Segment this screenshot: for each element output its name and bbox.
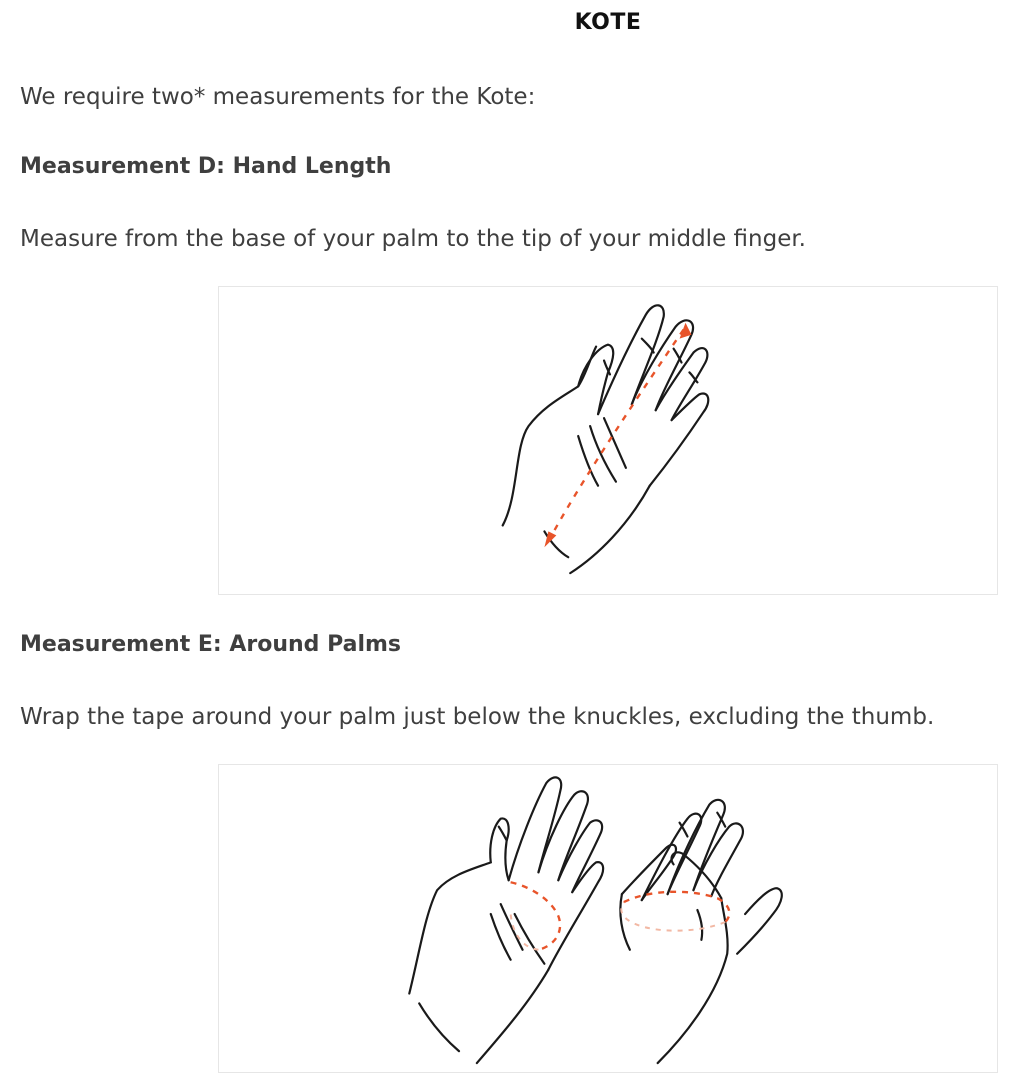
around-palms-drawing xyxy=(219,765,997,1072)
left-hand-outline xyxy=(409,777,603,1063)
hand-outline xyxy=(503,305,709,573)
right-palm-tape-back xyxy=(621,902,725,931)
measurement-d-instruction: Measure from the base of your palm to the tip of your middle finger. xyxy=(20,226,806,252)
hand-length-drawing xyxy=(219,287,997,594)
right-palm-tape xyxy=(624,892,729,922)
right-hand-outline xyxy=(620,800,781,1063)
measurement-e-instruction: Wrap the tape around your palm just below the knuckles, excluding the thumb. xyxy=(20,704,935,730)
measurement-e-heading: Measurement E: Around Palms xyxy=(20,632,402,657)
hand-length-illustration xyxy=(218,286,998,595)
around-palms-illustration xyxy=(218,764,998,1073)
measurement-d-heading: Measurement D: Hand Length xyxy=(20,154,392,179)
hand-length-arrow xyxy=(548,327,685,542)
intro-text: We require two* measurements for the Kote: xyxy=(20,84,536,110)
page-title: KOTE xyxy=(574,10,642,35)
